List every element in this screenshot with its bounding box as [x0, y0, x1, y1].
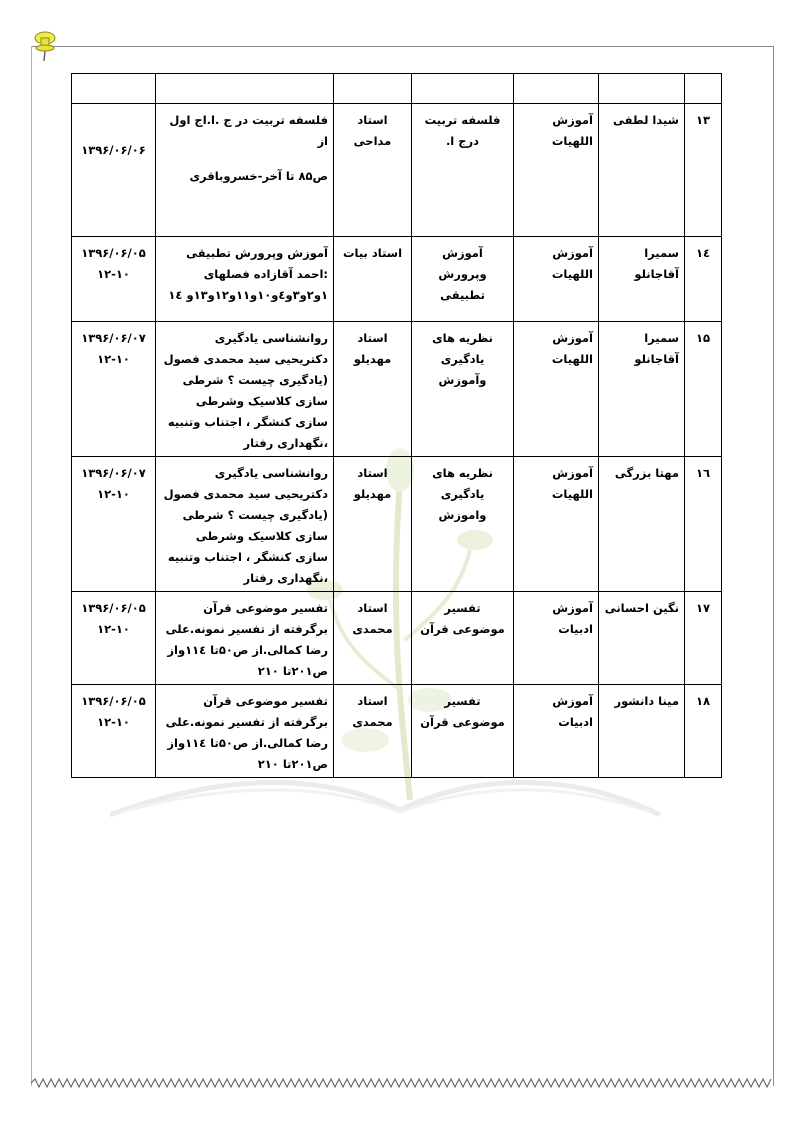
- student-name: سمیرا آقاجانلو: [599, 322, 685, 457]
- course-title: نظریه های یادگیری وآموزش: [412, 322, 514, 457]
- exam-date: [72, 104, 156, 237]
- exam-date-day: ۱۳۹۶/۰۶/۰۵: [81, 246, 146, 260]
- table-row: [72, 322, 722, 457]
- exam-time: ۱۲-۱۰: [97, 267, 130, 281]
- course-title: تفسیر موضوعی قرآن: [412, 592, 514, 685]
- table-row: [72, 237, 722, 322]
- professor-name: استاد محمدی: [334, 592, 412, 685]
- page-border-right: [773, 46, 774, 1086]
- exam-date-day: ۱۳۹۶/۰۶/۰۷: [81, 331, 146, 345]
- table-row: [72, 74, 722, 104]
- student-name: مهتا بزرگی: [599, 457, 685, 592]
- exam-date: [72, 74, 156, 104]
- exam-date: [72, 685, 156, 778]
- exam-topics-line: آموزش وپرورش تطبیقی :احمد آقازاده فصلهای ۱و۲و۳و٤و۱۰و۱۱و۱۲و۱۳و ۱٤: [168, 246, 328, 302]
- exam-topics: [156, 685, 334, 778]
- student-name: نگین احسانی: [599, 592, 685, 685]
- exam-time: ۱۲-۱۰: [97, 715, 130, 729]
- exam-date-day: ۱۳۹۶/۰۶/۰۶: [81, 143, 146, 157]
- exam-time: ۱۲-۱۰: [97, 622, 130, 636]
- course-title: فلسفه تربیت درج ا.: [412, 104, 514, 237]
- exam-time: ۱۲-۱۰: [97, 352, 130, 366]
- exam-date: [72, 237, 156, 322]
- professor-name: استاد مهدیلو: [334, 322, 412, 457]
- row-number: ۱۸: [685, 685, 722, 778]
- professor-name: [334, 74, 412, 104]
- professor-name: استاد بیات: [334, 237, 412, 322]
- exam-date-day: ۱۳۹۶/۰۶/۰۵: [81, 694, 146, 708]
- exam-date: [72, 457, 156, 592]
- table-row: [72, 104, 722, 237]
- course-title: نظریه های یادگیری واموزش: [412, 457, 514, 592]
- field-of-study: آموزش اللهیات: [514, 457, 599, 592]
- exam-date-day: ۱۳۹۶/۰۶/۰۷: [81, 466, 146, 480]
- student-name: [599, 74, 685, 104]
- professor-name: استاد محمدی: [334, 685, 412, 778]
- exam-topics: [156, 104, 334, 237]
- field-of-study: آموزش اللهیات: [514, 322, 599, 457]
- course-title: [412, 74, 514, 104]
- page-border-bottom-zigzag: [31, 1078, 773, 1088]
- row-number: ۱۵: [685, 322, 722, 457]
- schedule-table: [71, 73, 722, 778]
- row-number: ۱٦: [685, 457, 722, 592]
- pushpin-icon: [32, 30, 58, 62]
- professor-name: استاد مهدیلو: [334, 457, 412, 592]
- row-number: ۱۷: [685, 592, 722, 685]
- exam-topics: [156, 237, 334, 322]
- professor-name: استاد مداحی: [334, 104, 412, 237]
- table-row: [72, 457, 722, 592]
- exam-topics: [156, 457, 334, 592]
- exam-topics-line: تفسیر موضوعی قرآن برگرفته از تفسیر نمونه.علی رضا کمالی.از ص۵۰تا ۱۱٤واز ص۲۰۱تا ۲۱۰: [165, 601, 328, 678]
- field-of-study: آموزش اللهیات: [514, 237, 599, 322]
- exam-topics-line: تفسیر موضوعی قرآن برگرفته از تفسیر نمونه.علی رضا کمالی.از ص۵۰تا ۱۱٤واز ص۲۰۱تا ۲۱۰: [165, 694, 328, 771]
- exam-date: [72, 592, 156, 685]
- field-of-study: آموزش ادبیات: [514, 592, 599, 685]
- table-row: [72, 685, 722, 778]
- exam-time: ۱۲-۱۰: [97, 487, 130, 501]
- field-of-study: آموزش اللهیات: [514, 104, 599, 237]
- page-border-top: [31, 46, 773, 47]
- course-title: آموزش وپرورش تطبیقی: [412, 237, 514, 322]
- exam-topics-line: فلسفه تربیت در ج .ا.اج اول از: [169, 113, 328, 148]
- exam-topics: [156, 74, 334, 104]
- exam-topics-line: روانشناسی یادگیری دکتریحیی سید محمدی فصول (یادگیری چیست ؟ شرطی سازی کلاسیک وشرطی سازی کنشگر ، اجتناب وتنبیه ،نگهداری رفتار: [163, 466, 328, 585]
- field-of-study: [514, 74, 599, 104]
- exam-topics: [156, 592, 334, 685]
- exam-date: [72, 322, 156, 457]
- exam-topics-line: روانشناسی یادگیری دکتریحیی سید محمدی فصول (یادگیری چیست ؟ شرطی سازی کلاسیک وشرطی سازی کنشگر ، اجتناب وتنبیه ،نگهداری رفتار: [163, 331, 328, 450]
- page-border-left: [31, 46, 32, 1086]
- row-number: ۱٤: [685, 237, 722, 322]
- row-number: ۱۳: [685, 104, 722, 237]
- exam-topics-line: ص۸۵ تا آخر-خسروباقری: [189, 169, 328, 183]
- student-name: مینا دانشور: [599, 685, 685, 778]
- student-name: شیدا لطفی: [599, 104, 685, 237]
- course-title: تفسیر موضوعی قرآن: [412, 685, 514, 778]
- exam-date-day: ۱۳۹۶/۰۶/۰۵: [81, 601, 146, 615]
- exam-topics: [156, 322, 334, 457]
- row-number: [685, 74, 722, 104]
- table-row: [72, 592, 722, 685]
- student-name: سمیرا آقاجانلو: [599, 237, 685, 322]
- field-of-study: آموزش ادبیات: [514, 685, 599, 778]
